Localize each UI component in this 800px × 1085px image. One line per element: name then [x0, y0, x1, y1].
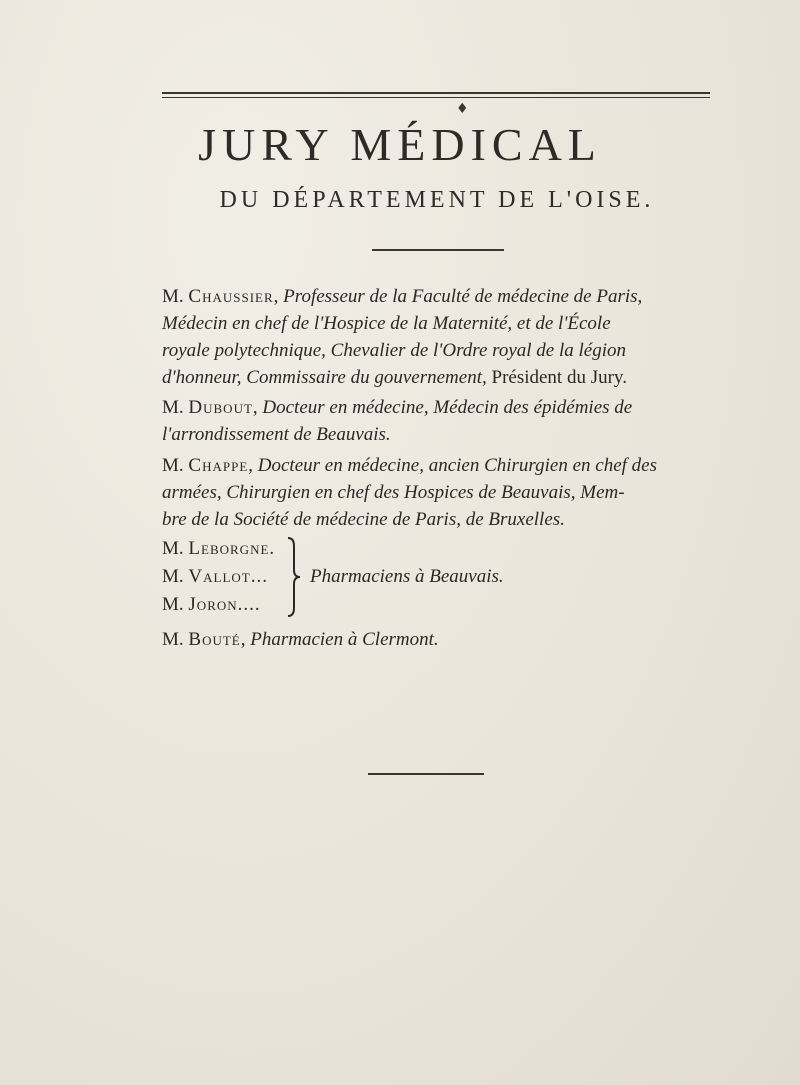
entry-line: Docteur en médecine, Médecin des épidémies de [262, 397, 633, 418]
entry-name: Vallot... [188, 566, 268, 587]
entry-boute [162, 626, 722, 653]
entry-prefix: M. [162, 397, 184, 418]
entry-separator: , [273, 286, 284, 307]
entry-separator: , [248, 455, 258, 476]
page-title: JURY MÉDICAL [198, 119, 602, 170]
entry-prefix: M. [162, 566, 184, 587]
entry-line: d'honneur, Commissaire du gouvernement, [162, 367, 487, 388]
entry-name: Joron.... [188, 594, 261, 615]
entry-line: armées, Chirurgien en chef des Hospices de Beauvais, Mem- [162, 482, 625, 503]
top-rule-thin [162, 97, 710, 98]
page-subtitle: DU DÉPARTEMENT DE L'OISE. [219, 187, 655, 213]
entry-line: bre de la Société de médecine de Paris, de Bruxelles. [162, 509, 565, 530]
entry-line: Pharmacien à Clermont. [250, 629, 439, 650]
entry-name: Dubout [188, 397, 253, 418]
bottom-rule [368, 773, 484, 775]
entry-prefix: M. [162, 629, 184, 650]
entry-name: Leborgne. [188, 538, 276, 559]
entry-name: Bouté [188, 629, 241, 650]
top-rule [162, 92, 710, 94]
entry-chappe [162, 452, 722, 533]
entry-chaussier [162, 283, 722, 391]
entry-separator: , [252, 397, 263, 418]
entry-line: Docteur en médecine, ancien Chirurgien en chef des [257, 455, 657, 476]
middle-rule [372, 249, 504, 251]
pharmacien-vallot [162, 564, 268, 590]
entry-separator: , [240, 629, 251, 650]
entry-dubout [162, 394, 722, 448]
entry-prefix: M. [162, 286, 184, 307]
entry-line: Médecin en chef de l'Hospice de la Maternité, et de l'École [162, 313, 611, 334]
entry-line: Professeur de la Faculté de médecine de Paris, [283, 286, 643, 307]
entry-prefix: M. [162, 455, 184, 476]
entry-prefix: M. [162, 538, 184, 559]
pharmacien-leborgne [162, 536, 275, 562]
ornament-icon: ♦ [456, 101, 469, 117]
entry-line-end: Président du Jury. [486, 367, 627, 388]
pharmacien-joron [162, 592, 261, 618]
entry-name: Chaussier [188, 286, 274, 307]
pharmaciens-group [162, 536, 722, 626]
entry-name: Chappe [188, 455, 249, 476]
entry-prefix: M. [162, 594, 184, 615]
pharmaciens-role: Pharmaciens à Beauvais. [310, 566, 504, 587]
entry-line: royale polytechnique, Chevalier de l'Ordre royal de la légion [162, 340, 626, 361]
brace-icon [284, 536, 304, 618]
entry-line: l'arrondissement de Beauvais. [162, 424, 391, 445]
